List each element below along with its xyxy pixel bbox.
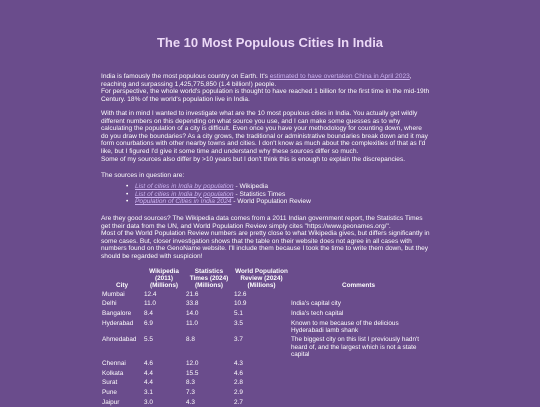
cell-statistics-times-2024: 11.0 <box>186 319 198 327</box>
investigation-text: With that in mind I wanted to investigate what are the 10 most populous cities in India. You actually get wildly different numbers on this depending on what source you use, and I can make some guesses as to why calculating the population of a city is difficult. Even once you have your methodology for counting down, where do you draw the boundaries? As a city grows, the traditional or administrative boundaries break down and it may form conurbations with other nearby towns and cities. I don't know as much about the complexities of that as I'd like, but I figured I'd give it some time and understand why these sources differ so much. <box>101 110 428 155</box>
page-title: The 10 Most Populous Cities In India <box>156 35 384 50</box>
intro-line-2: For perspective, the whole world's population is thought to have reached 1 billion for the first time in the mid-19th Century. 18% of the world's population live in India. <box>101 88 430 103</box>
table-row <box>101 369 427 379</box>
cell-world-population-review-2024: 3.7 <box>234 336 243 344</box>
cell-world-population-review-2024: 4.3 <box>234 360 243 368</box>
cell-city: Ahmedabad <box>102 336 137 344</box>
investigation-text-2: Some of my sources also differ by >10 years but I don't think this is enough to explain the discrepancies. <box>101 155 406 163</box>
cell-city: Kolkata <box>102 369 124 377</box>
table-row <box>101 397 427 407</box>
cell-statistics-times-2024: 21.6 <box>186 290 199 298</box>
table-row <box>101 299 427 309</box>
cell-comment <box>290 397 427 407</box>
table-row <box>101 335 427 359</box>
cell-city: Delhi <box>102 300 117 308</box>
cities-table <box>101 268 427 407</box>
source-quality-paragraph <box>101 215 431 261</box>
source-item-wikipedia <box>135 183 311 191</box>
cell-comment: India's capital city <box>291 300 341 308</box>
cell-wikipedia-2011: 8.4 <box>144 309 153 317</box>
table-row <box>101 378 427 388</box>
cell-city: Jaipur <box>102 398 120 406</box>
overtaken-china-link[interactable]: estimated to have overtaken China in April 2023 <box>269 73 410 80</box>
cell-world-population-review-2024: 12.6 <box>234 290 247 298</box>
cell-wikipedia-2011: 6.9 <box>144 319 153 327</box>
cell-statistics-times-2024: 8.8 <box>186 336 195 344</box>
cell-world-population-review-2024: 2.7 <box>234 398 243 406</box>
cell-comment: Known to me because of the delicious Hyderabadi lamb shank <box>291 319 399 334</box>
cell-world-population-review-2024: 2.8 <box>234 379 243 387</box>
source-suffix: - Wikipedia <box>233 183 269 190</box>
cell-wikipedia-2011: 4.4 <box>144 379 153 387</box>
cell-wikipedia-2011: 3.0 <box>144 398 153 406</box>
cell-statistics-times-2024: 15.5 <box>186 369 199 377</box>
source-quality-text-2: Most of the World Population Review numbers are pretty close to what Wikipedia gives, but differs significantly in some cases. But, closer investigation shows that the table on their website does not agree in all cases with numbers found on the GenoName website. I'll include them because I took the time to write them down, but they should be regarded with suspicion! <box>101 230 430 260</box>
cell-statistics-times-2024: 8.3 <box>186 379 195 387</box>
cell-city: Chennai <box>102 360 126 368</box>
table-body <box>101 290 427 407</box>
cell-statistics-times-2024: 14.0 <box>186 309 199 317</box>
cell-comment <box>290 359 427 369</box>
investigation-paragraph <box>101 110 431 163</box>
cell-comment <box>290 369 427 379</box>
source-suffix: - World Population Review <box>231 198 311 206</box>
cell-city: Bangalore <box>102 309 132 317</box>
cell-wikipedia-2011: 11.0 <box>144 300 156 308</box>
cell-city: Surat <box>102 379 118 387</box>
source-suffix: - Statistics Times <box>233 190 286 198</box>
cell-world-population-review-2024: 4.6 <box>234 369 243 377</box>
intro-line <box>101 73 431 88</box>
cell-comment <box>290 378 427 388</box>
cell-world-population-review-2024: 3.5 <box>234 319 243 327</box>
cell-comment: India's tech capital <box>291 309 344 317</box>
cell-statistics-times-2024: 7.3 <box>186 389 195 397</box>
cell-statistics-times-2024: 12.0 <box>186 360 199 368</box>
source-quality-text: Are they good sources? The Wikipedia data comes from a 2011 Indian government report, the Statistics Times get their data from the UN, and World Population Review simply cites "https://www.geonames.org/". <box>101 215 423 230</box>
header-world-population-review: World Population Review (2024) (Millions) <box>235 268 288 290</box>
header-city: City <box>115 282 129 290</box>
cell-wikipedia-2011: 4.6 <box>144 360 153 368</box>
table-row <box>101 309 427 319</box>
table-row <box>101 359 427 369</box>
cell-comment <box>290 290 427 300</box>
cell-world-population-review-2024: 10.9 <box>234 300 247 308</box>
cell-world-population-review-2024: 2.9 <box>234 389 243 397</box>
source-item-statistics-times <box>135 191 311 199</box>
intro-text-post: , reaching and surpassing 1,425,775,850 (1.4 billion!) people. <box>101 73 412 88</box>
cell-statistics-times-2024: 33.8 <box>186 300 199 308</box>
cell-city: Pune <box>102 389 117 397</box>
table-row <box>101 388 427 398</box>
cell-city: Hyderabad <box>102 319 134 327</box>
source-link-wikipedia[interactable]: List of cities in India by population <box>135 183 234 190</box>
header-wikipedia: Wikipedia (2011) (Millions) <box>149 268 179 290</box>
header-statistics-times: Statistics Times (2024) (Millions) <box>189 268 229 290</box>
table-row <box>101 318 427 335</box>
cell-city: Mumbai <box>102 290 125 298</box>
header-comments: Comments <box>341 282 376 290</box>
source-link-world-population-review[interactable]: Population of Cities in India 2024 <box>135 198 232 206</box>
table-row <box>101 290 427 300</box>
cell-comment: The biggest city on this list I previously hadn't heard of, and the largest which is not a state capital <box>291 336 420 358</box>
cell-wikipedia-2011: 3.1 <box>144 389 153 397</box>
cell-wikipedia-2011: 5.5 <box>144 336 153 344</box>
cell-wikipedia-2011: 12.4 <box>144 290 157 298</box>
source-item-world-population-review <box>135 198 311 206</box>
cell-statistics-times-2024: 4.3 <box>186 398 195 406</box>
cell-wikipedia-2011: 4.4 <box>144 369 153 377</box>
source-link-statistics-times[interactable]: List of cities in India by population <box>135 190 234 198</box>
intro-paragraph <box>101 73 431 103</box>
sources-list <box>135 183 311 206</box>
cell-comment <box>290 388 427 398</box>
cell-world-population-review-2024: 5.1 <box>234 309 243 317</box>
sources-heading: The sources in question are: <box>101 172 185 179</box>
table-header-row <box>101 268 427 290</box>
intro-text-pre: India is famously the most populous country on Earth. It's <box>101 73 270 80</box>
